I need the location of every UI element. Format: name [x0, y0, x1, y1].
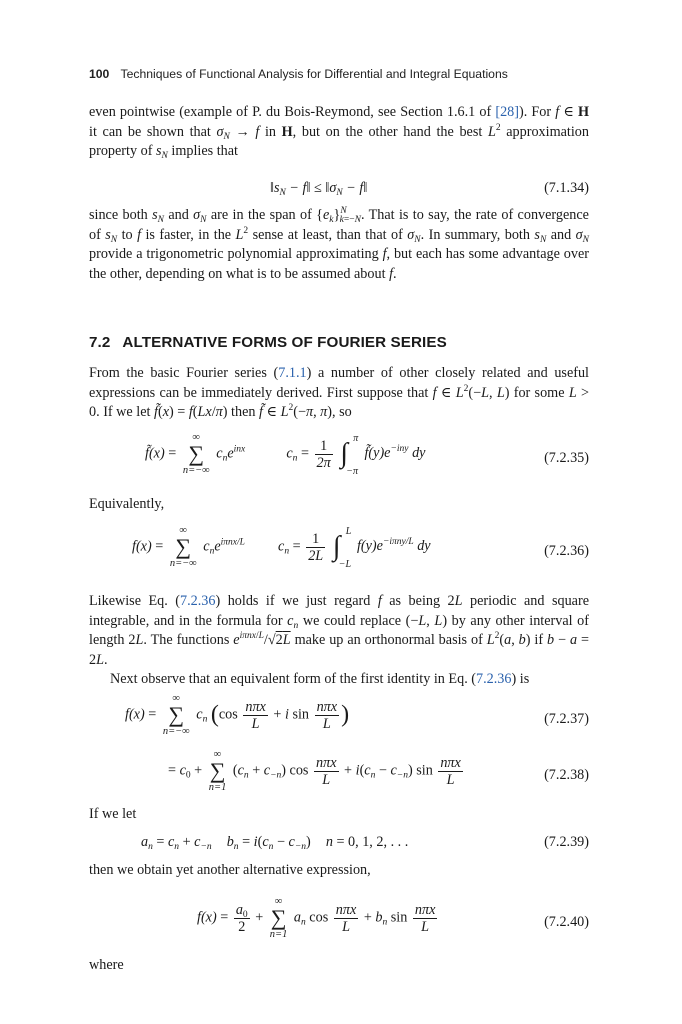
page-number: 100 [89, 67, 110, 81]
equation-number: (7.2.40) [544, 914, 589, 930]
text-fragment: ). For [518, 104, 552, 120]
citation-link[interactable]: 7.1.1 [278, 365, 307, 381]
section-title: ALTERNATIVE FORMS OF FOURIER SERIES [122, 334, 447, 351]
equation-7-2-38: = $c_0$ + ∞ ∑ n=1 $(c_n + c_{-n})$ cos $\frac{\text{nπx}}{L}$ + $i(c_n - c_{-n})$ sin $\frac{\text{nπx}}{L}$ [168, 749, 461, 793]
equation-7-2-37: f(x) = ∞ ∑ n=−∞ $c_n$ (cos $\frac{\text{nπx}}{L}$ + i sin $\frac{\text{nπx}}{L}$ ) [125, 693, 350, 737]
equation-7-2-35: f̃(x) = ∞ ∑ n=−∞ $c_ne^{inx}$ $c_n$ = $\frac{1}{2\pi}$ ∫ π −π $f̃(y)e^{-iny}$ dy [145, 432, 426, 477]
equation-number: (7.2.38) [544, 767, 589, 783]
equation-7-2-39: $a_n = c_n + c_{-n}$ $b_n = i(c_n - c_{-n}) n = 0$, 1, 2, . . . [141, 834, 409, 852]
text-equivalently: Equivalently, [89, 496, 165, 512]
section-heading [89, 334, 589, 351]
paragraph-intro: even pointwise (example of P. du Bois-Reymond, see Section 1.6.1 of [28]). For f ∈ H it can be shown that $\sigma_N \to f$ in H, but on the other hand the best $L^2$ approximation property of $s_N$ implies that [89, 104, 589, 162]
text-fragment: ) is [511, 671, 530, 687]
equation-number: (7.2.39) [544, 834, 589, 850]
text-fragment: even pointwise (example of P. du Bois-Reymond, see Section 1.6.1 of [89, 104, 496, 120]
equation-number: (7.2.37) [544, 711, 589, 727]
citation-link[interactable]: 7.2.36 [180, 593, 216, 609]
paragraph-basic-fourier: From the basic Fourier series (7.1.1) a number of other closely related and useful expressions can be immediately derived. First suppose that f ∈ $L^2(-L$, L) for some L > 0. If we let f̃(x) = f(Lx/π) then f̃ ∈ $L^2(-\pi$, π), so [89, 365, 589, 421]
equation-number: (7.1.34) [544, 180, 589, 196]
equation-7-1-34: $‖s_N$ − f‖ ≤ $‖\sigma_N$ − f‖ [270, 180, 368, 198]
text-fragment: Likewise Eq. ( [89, 593, 181, 609]
paragraph-next-observe [89, 670, 589, 690]
equation-7-2-40: f(x) = $\frac{a_0}{2}$ + ∞ ∑ n=1 $a_n$ cos $\frac{\text{nπx}}{L}$ + $b_n$ sin $\frac{\text{nπx}}{L}$ [197, 896, 436, 940]
equation-number: (7.2.36) [544, 543, 589, 559]
section-number: 7.2 [89, 334, 111, 351]
equation-number: (7.2.35) [544, 450, 589, 466]
paragraph-likewise: Likewise Eq. (7.2.36) holds if we just regard f as being 2L periodic and square integrable, and in the formula for $c_n$ we could replace (−L, L) by any other interval of length 2L. The functions $e^{i\pi nx/L}/√2L$ make up an orthonormal basis of $L^2(a$, b) if b − a = 2L. [89, 593, 590, 668]
text-fragment: From the basic Fourier series ( [89, 365, 279, 381]
text-fragment: Next observe that an equivalent form of the first identity in Eq. ( [110, 671, 477, 687]
running-head [89, 67, 589, 81]
equation-7-2-36: f(x) = ∞ ∑ n=−∞ $c_ne^{i\pi nx/L}$ $c_n$ = $\frac{1}{2L}$ ∫ L −L $f(y)e^{-i\pi ny/L}$ dy [132, 525, 431, 570]
text-where: where [89, 957, 124, 973]
text-if-we-let: If we let [89, 806, 137, 822]
paragraph-comparison: since both $s_N$ and $\sigma_N$ are in the span of $\{e_k\}^N_{k=-N}$. That is to say, the rate of convergence of $s_N$ to f is faster, in the $L^2$ sense at least, than that of $\sigma_N$. In summary, both $s_N$ and $\sigma_N$ provide a trigonometric polynomial approximating f, but each has some advantage over the other, depending on what is to be assumed about f. [89, 206, 589, 282]
text-then-we-obtain: then we obtain yet another alternative expression, [89, 862, 371, 878]
citation-link[interactable]: [28] [495, 104, 519, 120]
citation-link[interactable]: 7.2.36 [476, 671, 512, 687]
running-title: Techniques of Functional Analysis for Differential and Integral Equations [120, 67, 508, 81]
